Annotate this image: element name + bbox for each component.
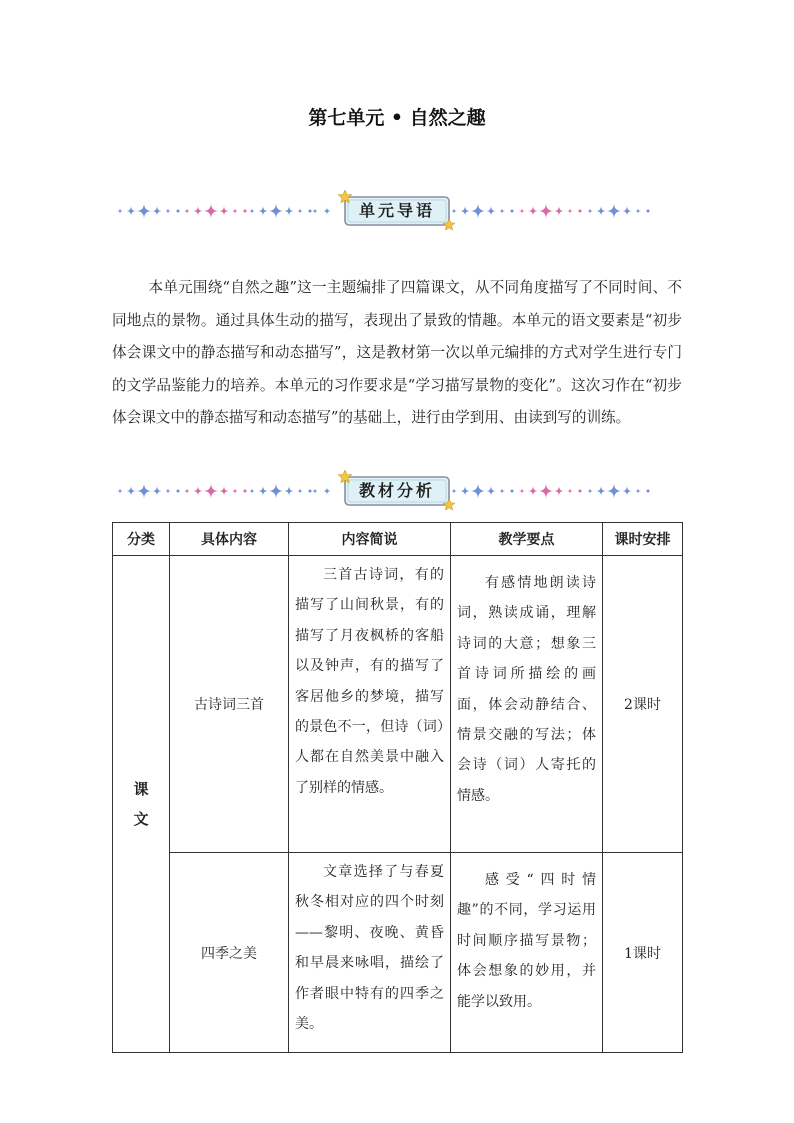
sparkle-icon bbox=[470, 483, 486, 499]
sparkle-icon bbox=[126, 486, 136, 496]
analysis-table bbox=[112, 522, 683, 1053]
dot-icon bbox=[647, 210, 650, 213]
sparkle-icon bbox=[297, 488, 303, 494]
sparkle-icon bbox=[519, 208, 525, 214]
sparkle-icon bbox=[249, 488, 255, 494]
page-title: 第七单元 • 自然之趣 bbox=[308, 107, 486, 129]
sparkle-icon bbox=[193, 486, 203, 496]
sparkle-icon bbox=[622, 486, 632, 496]
header-content: 具体内容 bbox=[170, 523, 289, 556]
intro-paragraph bbox=[112, 272, 682, 435]
content-cell: 古诗词三首 bbox=[170, 556, 289, 853]
dot-icon bbox=[244, 210, 247, 213]
sparkle-icon bbox=[284, 486, 294, 496]
table-header-row bbox=[113, 523, 683, 556]
sparkle-icon bbox=[606, 483, 622, 499]
dot-icon bbox=[647, 490, 650, 493]
sparkle-icon bbox=[323, 207, 331, 215]
sparkle-icon bbox=[587, 488, 593, 494]
sparkle-icon bbox=[554, 486, 564, 496]
intro-text: 本单元围绕“自然之趣”这一主题编排了四篇课文，从不同角度描写了不同时间、不同地点的景物。通过具体生动的描写，表现出了景致的情趣。本单元的语文要素是“初步体会课文中的静态描写和动态描写”，这是教材第一次以单元编排的方式对学生进行专门的文学品鉴能力的培养。本单元的习作要求是“学习描写景物的变化”。这次习作在“初步体会课文中的静态描写和动态描写”的基础上，进行由学到用、由读到写的训练。 bbox=[112, 279, 682, 427]
table-row bbox=[113, 556, 683, 853]
summary-text: 三首古诗词，有的描写了山间秋景，有的描写了月夜枫桥的客船以及钟声，有的描写了客居他乡的梦境，描写的景色不一，但诗（词）人都在自然美景中融入了别样的情感。 bbox=[295, 567, 444, 796]
sparkle-icon bbox=[258, 486, 268, 496]
header-hours: 课时安排 bbox=[603, 523, 683, 556]
sparkle-icon bbox=[117, 208, 123, 214]
sparkle-icon bbox=[606, 203, 622, 219]
sparkle-icon bbox=[460, 486, 470, 496]
hours-cell: 1课时 bbox=[603, 853, 683, 1053]
hours-cell: 2课时 bbox=[603, 556, 683, 853]
sparkle-icon bbox=[499, 208, 505, 214]
sparkle-icon bbox=[268, 483, 284, 499]
sparkle-icon bbox=[152, 486, 162, 496]
sparkle-icon bbox=[486, 486, 496, 496]
sparkle-icon bbox=[596, 486, 606, 496]
key-points-text: 有感情地朗读诗词，熟读成诵，理解诗词的大意；想象三首诗词所描绘的画面，体会动静结合、情景交融的写法；体会诗（词）人寄托的情感。 bbox=[457, 575, 596, 804]
dot-icon bbox=[309, 210, 312, 213]
key-points-text: 感受“四时情趣”的不同，学习运用时间顺序描写景物；体会想象的妙用，并能学以致用。 bbox=[457, 872, 596, 1010]
sparkle-icon bbox=[622, 206, 632, 216]
summary-cell bbox=[289, 556, 451, 853]
dot-icon bbox=[244, 490, 247, 493]
sparkle-icon bbox=[587, 208, 593, 214]
header-category: 分类 bbox=[113, 523, 170, 556]
sparkle-icon bbox=[232, 208, 238, 214]
sparkle-icon bbox=[323, 487, 331, 495]
sparkle-icon bbox=[460, 206, 470, 216]
sparkle-icon bbox=[219, 206, 229, 216]
sparkle-icon bbox=[232, 488, 238, 494]
sparkle-icon bbox=[249, 208, 255, 214]
sparkle-icon bbox=[528, 206, 538, 216]
sparkle-icon bbox=[486, 206, 496, 216]
sparkle-icon bbox=[203, 483, 219, 499]
dot-icon bbox=[177, 210, 180, 213]
sparkle-icon bbox=[554, 206, 564, 216]
sparkle-icon bbox=[635, 208, 641, 214]
sparkle-icon bbox=[136, 203, 152, 219]
sparkle-icon bbox=[117, 488, 123, 494]
sparkle-icon bbox=[152, 206, 162, 216]
sparkle-icon bbox=[126, 206, 136, 216]
section-banner-analysis bbox=[112, 470, 682, 516]
banner-label-intro: 单元导语 bbox=[358, 201, 435, 220]
sparkle-icon bbox=[519, 488, 525, 494]
table-row bbox=[113, 853, 683, 1053]
key-points-cell bbox=[451, 556, 603, 853]
header-summary: 内容简说 bbox=[289, 523, 451, 556]
sparkle-icon bbox=[193, 206, 203, 216]
sparkle-icon bbox=[258, 206, 268, 216]
category-cell: 课 文 bbox=[113, 556, 170, 1053]
sparkle-icon bbox=[184, 208, 190, 214]
summary-text: 文章选择了与春夏秋冬相对应的四个时刻——黎明、夜晚、黄昏和早晨来咏唱，描绘了作者眼中特有的四季之美。 bbox=[295, 864, 444, 1033]
dot-icon bbox=[309, 490, 312, 493]
content-cell: 四季之美 bbox=[170, 853, 289, 1053]
sparkle-icon bbox=[596, 206, 606, 216]
sparkle-icon bbox=[538, 483, 554, 499]
sparkle-icon bbox=[635, 488, 641, 494]
sparkle-icon bbox=[136, 483, 152, 499]
sparkle-icon bbox=[451, 488, 457, 494]
summary-cell bbox=[289, 853, 451, 1053]
sparkle-icon bbox=[297, 208, 303, 214]
key-points-cell bbox=[451, 853, 603, 1053]
sparkle-icon bbox=[567, 208, 573, 214]
sparkle-icon bbox=[203, 203, 219, 219]
section-banner-intro bbox=[112, 190, 682, 236]
header-key-points: 教学要点 bbox=[451, 523, 603, 556]
dot-icon bbox=[177, 490, 180, 493]
sparkle-icon bbox=[312, 208, 318, 214]
sparkle-icon bbox=[567, 488, 573, 494]
sparkle-icon bbox=[528, 486, 538, 496]
dot-icon bbox=[511, 490, 514, 493]
dot-icon bbox=[579, 210, 582, 213]
dot-icon bbox=[579, 490, 582, 493]
sparkle-icon bbox=[538, 203, 554, 219]
sparkle-icon bbox=[219, 486, 229, 496]
sparkle-icon bbox=[470, 203, 486, 219]
sparkle-icon bbox=[184, 488, 190, 494]
sparkle-icon bbox=[312, 488, 318, 494]
sparkle-icon bbox=[268, 203, 284, 219]
sparkle-icon bbox=[284, 206, 294, 216]
banner-label-analysis: 教材分析 bbox=[358, 481, 435, 500]
dot-icon bbox=[511, 210, 514, 213]
sparkle-icon bbox=[165, 208, 171, 214]
sparkle-icon bbox=[451, 208, 457, 214]
sparkle-icon bbox=[165, 488, 171, 494]
sparkle-icon bbox=[499, 488, 505, 494]
